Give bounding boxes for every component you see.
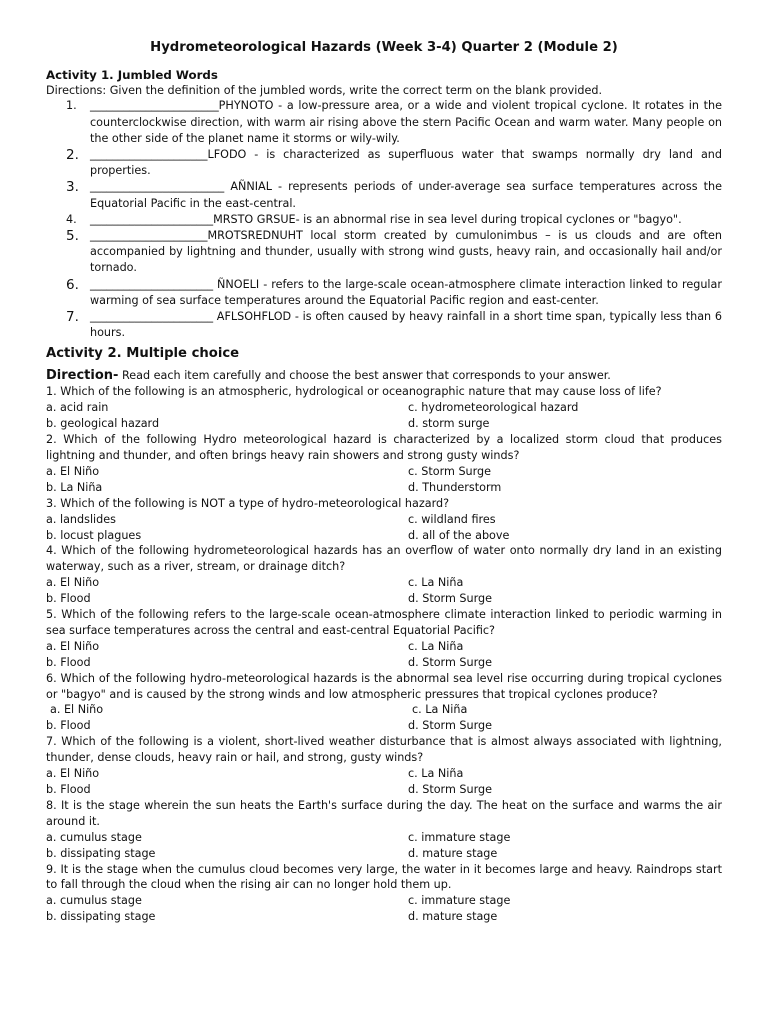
options-row: [46, 846, 722, 862]
options-row: [46, 782, 722, 798]
option-c: c. hydrometeorological hazard: [408, 401, 579, 415]
question-text: 7. Which of the following is a violent, short-lived weather disturbance that is almost always associated with lightning, thunder, dense clouds, heavy rain or hail, and strong, gusty winds?: [46, 735, 722, 765]
question-6: [46, 671, 722, 735]
question-text: 2. Which of the following Hydro meteorological hazard is characterized by a localized storm cloud that produces lightning and thunder, and often brings heavy rain showers and strong gusty winds?: [46, 433, 722, 462]
option-a: a. El Niño: [50, 703, 104, 717]
options-row: [46, 702, 722, 718]
option-d: d. storm surge: [408, 417, 490, 431]
option-c: c. wildland fires: [408, 512, 496, 526]
option-c: c. La Niña: [408, 639, 464, 653]
option-d: d. Storm Surge: [408, 592, 492, 606]
option-c: c. La Niña: [408, 576, 464, 590]
options-row: [46, 480, 722, 496]
item-text: _______________________PHYNOTO - a low-pressure area, or a wide and violent tropical cyclone. It rotates in the counterclockwise direction, with warm air rising above the stern Pacific Ocean and warm water. Many people on the other side of the planet name it storms or wily-wily.: [90, 99, 722, 145]
jumbled-item-5: [46, 228, 722, 277]
jumbled-item-4: [46, 212, 722, 228]
question-text: 8. It is the stage wherein the sun heats the Earth's surface during the day. The heat on the surface and warms the air around it.: [46, 798, 722, 828]
option-a: a. landslides: [46, 512, 116, 526]
options-row: [46, 528, 722, 544]
item-text: _____________________LFODO - is characterized as superfluous water that swamps normally dry land and properties.: [90, 147, 722, 178]
question-4: [46, 543, 722, 607]
option-d: d. Thunderstorm: [408, 480, 502, 494]
option-a: a. acid rain: [46, 401, 109, 415]
question-text: 9. It is the stage when the cumulus cloud becomes very large, the water in it becomes large and heavy. Raindrops start to fall through the cloud when the rising air can no longer hold them up.: [46, 862, 722, 892]
jumbled-words-list: [46, 98, 722, 341]
item-text: ______________________MRSTO GRSUE- is an abnormal rise in sea level during tropical cyclones or "bagyo".: [90, 212, 682, 226]
options-row: [46, 591, 722, 607]
item-number: 7.: [66, 308, 79, 325]
option-a: a. cumulus stage: [46, 830, 142, 844]
item-number: 6.: [66, 276, 79, 293]
option-c: c. Storm Surge: [408, 464, 492, 478]
question-3: [46, 496, 722, 544]
options-row: [46, 766, 722, 782]
options-row: [46, 400, 722, 416]
question-5: [46, 607, 722, 671]
option-d: d. mature stage: [408, 846, 498, 860]
item-text: ________________________ AÑNIAL - represents periods of under-average sea surface temperatures across the Equatorial Pacific in the east-central.: [90, 180, 722, 210]
option-b: b. Flood: [46, 592, 91, 606]
options-row: [46, 416, 722, 432]
jumbled-item-3: [46, 179, 722, 211]
option-d: d. Storm Surge: [408, 719, 492, 733]
item-text: ______________________ ÑNOELI - refers to the large-scale ocean-atmosphere climate interaction linked to regular warming of sea surface temperatures around the Equatorial Pacific region and east-center.: [90, 277, 722, 307]
options-row: [46, 655, 722, 671]
option-d: d. Storm Surge: [408, 655, 492, 669]
page-title: Hydrometeorological Hazards (Week 3-4) Quarter 2 (Module 2): [150, 40, 618, 55]
item-number: 4.: [66, 212, 77, 226]
option-a: a. El Niño: [46, 576, 100, 590]
option-d: d. Storm Surge: [408, 783, 492, 796]
option-b: b. Flood: [46, 719, 91, 733]
item-text: _____________________MROTSREDNUHT local storm created by cumulonimbus – is us clouds and are often accompanied by lightning and thunder, usually with strong wind gusts, heavy rain, and occasionally hail and/or tornado.: [90, 228, 722, 275]
activity2-title: Activity 2. Multiple choice: [46, 346, 240, 362]
question-1: [46, 384, 722, 432]
activity1-directions: Directions: Given the definition of the jumbled words, write the correct term on the blank provided.: [46, 83, 603, 97]
option-a: a. cumulus stage: [46, 894, 142, 908]
option-a: a. El Niño: [46, 464, 100, 478]
options-row: [46, 639, 722, 655]
options-row: [46, 909, 722, 925]
question-text: 6. Which of the following hydro-meteorological hazards is the abnormal sea level rise occurring during tropical cyclones or "bagyo" and is caused by the strong winds and low atmospheric pressures that tropical cyclones produce?: [46, 671, 722, 701]
option-b: b. locust plagues: [46, 528, 142, 542]
jumbled-item-2: [46, 147, 722, 179]
options-row: [46, 830, 722, 846]
jumbled-item-6: [46, 277, 722, 309]
activity1-title: Activity 1. Jumbled Words: [46, 67, 218, 82]
jumbled-item-7: [46, 309, 722, 341]
activity2-directions: [46, 368, 722, 384]
option-c: c. La Niña: [412, 703, 468, 717]
question-7: [46, 734, 722, 798]
options-row: [46, 893, 722, 909]
question-2: [46, 432, 722, 496]
option-b: b. geological hazard: [46, 417, 160, 431]
options-row: [46, 464, 722, 480]
options-row: [46, 512, 722, 528]
jumbled-item-1: [46, 98, 722, 147]
item-number: 3.: [66, 179, 79, 196]
options-row: [46, 718, 722, 734]
direction-label: Direction-: [46, 368, 119, 384]
question-9: [46, 862, 722, 926]
question-text: 1. Which of the following is an atmospheric, hydrological or oceanographic nature that may cause loss of life?: [46, 385, 662, 399]
option-d: d. all of the above: [408, 528, 510, 542]
item-number: 2.: [66, 146, 79, 163]
option-b: b. Flood: [46, 655, 91, 669]
option-c: c. immature stage: [408, 894, 511, 908]
option-c: c. immature stage: [408, 830, 511, 844]
question-text: 4. Which of the following hydrometeorological hazards has an overflow of water onto normally dry land in an existing waterway, such as a river, stream, or drainage ditch?: [46, 544, 722, 574]
option-b: b. dissipating stage: [46, 910, 156, 924]
item-number: 1.: [66, 99, 77, 113]
option-b: b. La Niña: [46, 480, 103, 494]
question-8: [46, 798, 722, 862]
option-c: c. La Niña: [408, 767, 464, 781]
option-a: a. El Niño: [46, 767, 100, 781]
item-text: ______________________ AFLSOHFLOD - is often caused by heavy rainfall in a short time span, typically less than 6 hours.: [90, 309, 722, 340]
item-number: 5.: [66, 227, 79, 244]
question-text: 3. Which of the following is NOT a type of hydro-meteorological hazard?: [46, 496, 450, 510]
multiple-choice-list: [46, 384, 722, 925]
option-b: b. dissipating stage: [46, 846, 156, 860]
direction-text: Read each item carefully and choose the best answer that corresponds to your answer.: [118, 369, 611, 383]
option-a: a. El Niño: [46, 639, 100, 653]
question-text: 5. Which of the following refers to the large-scale ocean-atmosphere climate interaction linked to periodic warming in sea surface temperatures across the central and east-central Equatorial Pacific?: [46, 608, 722, 637]
option-d: d. mature stage: [408, 910, 498, 924]
options-row: [46, 575, 722, 591]
option-b: b. Flood: [46, 783, 91, 796]
